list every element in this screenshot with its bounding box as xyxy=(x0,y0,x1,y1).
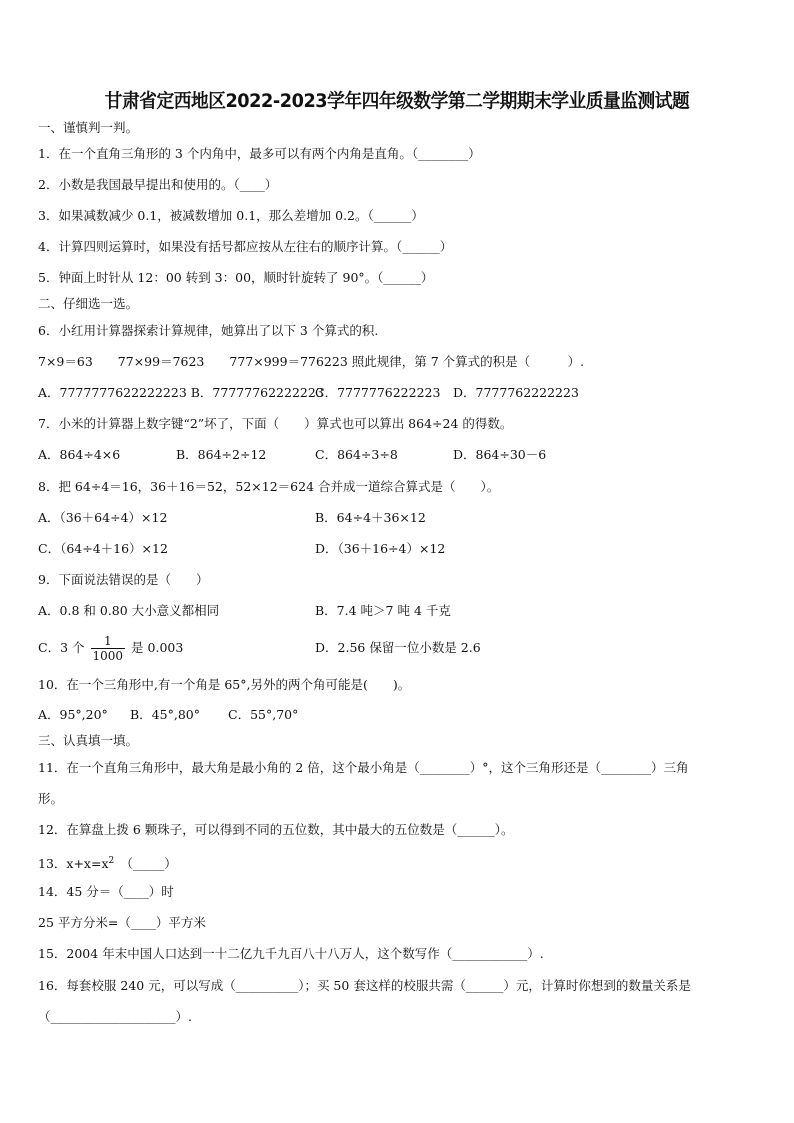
fraction-denominator: 1000 xyxy=(92,649,124,663)
section-heading-2: 二、仔细选一选。 xyxy=(38,296,139,311)
q7-option-c: C．864÷3÷8 xyxy=(315,447,398,462)
question-14: 14．45 分＝（____）时 xyxy=(38,884,174,899)
q6-option-ab: A．7777777622222223 B．77777762222223 xyxy=(38,385,324,400)
q9-option-c-suffix: 是 0.003 xyxy=(131,640,184,655)
question-6: 6．小红用计算器探索计算规律，她算出了以下 3 个算式的积. xyxy=(38,323,379,338)
question-6-pattern: 7×9＝63 77×99＝7623 777×999＝776223 照此规律，第 7 个算式的积是（ ）. xyxy=(38,354,585,369)
q13-suffix: （_____） xyxy=(114,856,177,872)
q8-option-d: D．（36＋16÷4）×12 xyxy=(315,541,446,556)
question-8: 8．把 64÷4＝16，36＋16＝52，52×12＝624 合并成一道综合算式是（ ）。 xyxy=(38,479,500,494)
question-1: 1．在一个直角三角形的 3 个内角中，最多可以有两个内角是直角。（________） xyxy=(38,146,481,161)
q13-prefix: 13．x+x=x xyxy=(38,856,109,872)
q6-option-c: C．7777776222223 xyxy=(315,385,441,400)
q8-option-c: C．（64÷4＋16）×12 xyxy=(38,541,168,556)
q9-option-a: A．0.8 和 0.80 大小意义都相同 xyxy=(38,603,220,618)
section-heading-1: 一、谨慎判一判。 xyxy=(38,120,139,135)
question-7: 7．小米的计算器上数字键“2”坏了，下面（ ）算式也可以算出 864÷24 的得数。 xyxy=(38,416,513,431)
q9-option-b: B．7.4 吨＞7 吨 4 千克 xyxy=(315,603,451,618)
q9-option-c xyxy=(38,632,183,664)
question-16-cont: （____________________）. xyxy=(38,1009,192,1024)
q8-option-a: A．（36＋64÷4）×12 xyxy=(38,510,168,525)
q8-option-b: B．64÷4＋36×12 xyxy=(315,510,426,525)
fraction-numerator: 1 xyxy=(91,634,126,649)
q10-option-a: A．95°,20° xyxy=(38,707,108,722)
question-10: 10．在一个三角形中,有一个角是 65°,另外的两个角可能是( )。 xyxy=(38,677,411,692)
section-heading-3: 三、认真填一填。 xyxy=(38,733,139,748)
q7-option-b: B．864÷2÷12 xyxy=(176,447,267,462)
question-11: 11．在一个直角三角形中，最大角是最小角的 2 倍，这个最小角是（________）°，这个三角形还是（________）三角 xyxy=(38,760,689,775)
q13-exponent: 2 xyxy=(108,856,115,866)
question-15: 15．2004 年末中国人口达到一十二亿九千九百八十八万人，这个数写作（____________）. xyxy=(38,946,544,961)
question-5: 5．钟面上时针从 12：00 转到 3：00，顺时针旋转了 90°。（______） xyxy=(38,270,434,285)
q6-option-d: D．7777762222223 xyxy=(453,385,579,400)
question-16: 16．每套校服 240 元，可以写成（__________）；买 50 套这样的校服共需（______）元，计算时你想到的数量关系是 xyxy=(38,978,691,993)
fraction xyxy=(91,634,126,663)
q7-option-d: D．864÷30－6 xyxy=(453,447,547,462)
q10-option-b: B．45°,80° xyxy=(130,707,200,722)
question-3: 3．如果减数减少 0.1，被减数增加 0.1，那么差增加 0.2。（______） xyxy=(38,208,424,223)
question-14-part2: 25 平方分米=（____）平方米 xyxy=(38,915,206,930)
q10-option-c: C．55°,70° xyxy=(228,707,299,722)
page-title: 甘肃省定西地区2022-2023学年四年级数学第二学期期末学业质量监测试题 xyxy=(104,90,690,112)
question-2: 2．小数是我国最早提出和使用的。（____） xyxy=(38,177,278,192)
q9-option-c-prefix: C．3 个 xyxy=(38,640,85,655)
question-9: 9．下面说法错误的是（ ） xyxy=(38,572,209,587)
q9-option-d: D．2.56 保留一位小数是 2.6 xyxy=(315,640,481,655)
question-13 xyxy=(38,852,177,873)
question-12: 12．在算盘上拨 6 颗珠子，可以得到不同的五位数，其中最大的五位数是（______）。 xyxy=(38,822,514,837)
question-11-cont: 形。 xyxy=(38,791,64,806)
question-4: 4．计算四则运算时，如果没有括号都应按从左往右的顺序计算。（______） xyxy=(38,239,453,254)
q7-option-a: A．864÷4×6 xyxy=(38,447,121,462)
